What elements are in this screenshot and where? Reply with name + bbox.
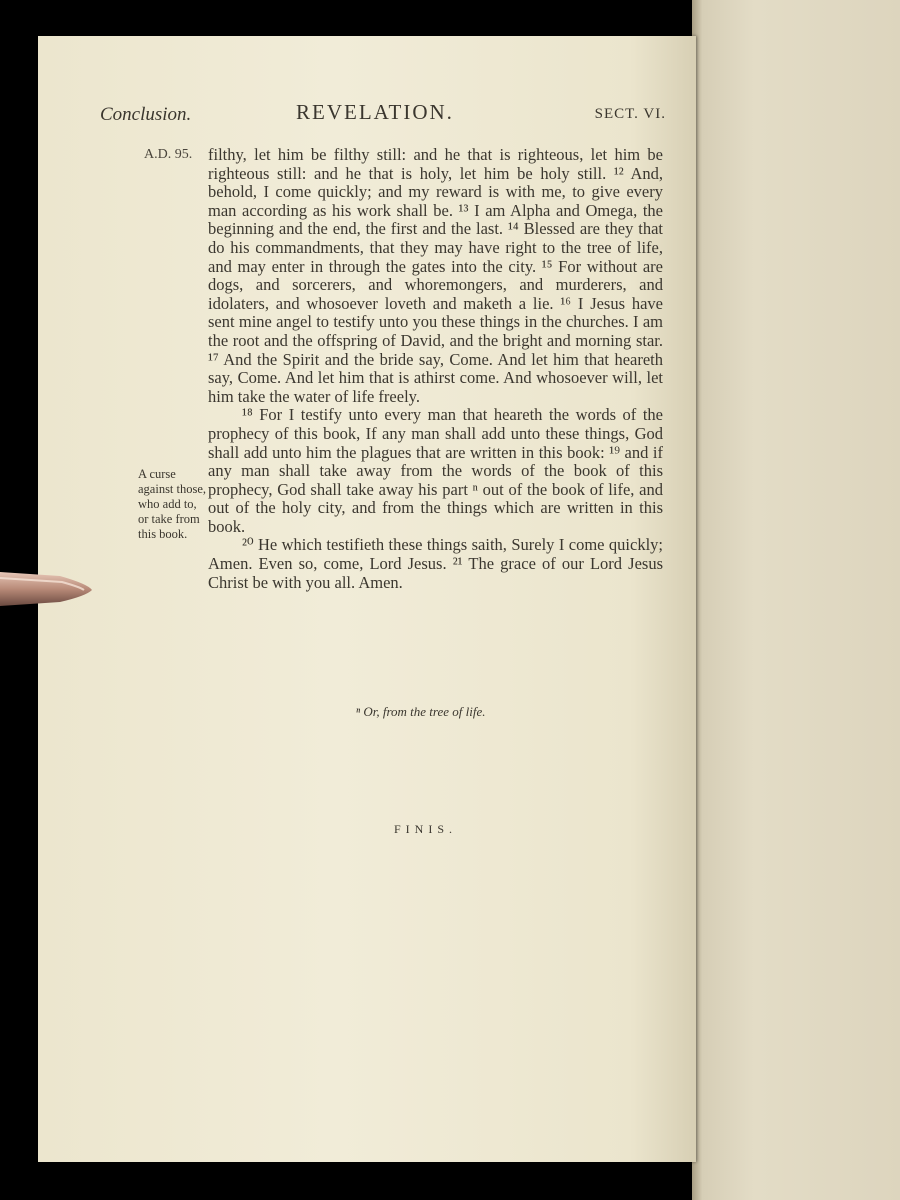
paragraph: filthy, let him be filthy still: and he that is righteous, let him be righteous still: and he that is holy, let him be holy still. ¹² And, behold, I come quickly; and my reward is with me, to give every man according as his work shall be. ¹³ I am Alpha and Omega, the beginning and the end, the first and the last. ¹⁴ Blessed are they that do his commandments, that they may have right to the tree of life, and may enter in through the gates into the city. ¹⁵ For without are dogs, and sorcerers, and whoremongers, and murderers, and idolaters, and whosoever loveth and maketh a lie. ¹⁶ I Jesus have sent mine angel to testify unto you these things in the churches. I am the root and the offspring of David, and the bright and morning star. ¹⁷ And the Spirit and the bride say, Come. And let him that heareth say, Come. And let him that is athirst come. And whosoever will, let him take the water of life freely. <box>208 145 663 406</box>
bookmark-pin-icon <box>0 566 92 610</box>
running-header <box>100 100 666 134</box>
header-book-title: REVELATION. <box>296 100 454 124</box>
margin-note: A curse against those, who add to, or take from this book. <box>138 467 207 541</box>
header-section-title: Conclusion. <box>100 104 192 125</box>
paragraph: ²⁰ He which testifieth these things saith, Surely I come quickly; Amen. Even so, come, Lord Jesus. ²¹ The grace of our Lord Jesus Christ be with you all. Amen. <box>208 535 663 592</box>
footnote: ⁿ Or, from the tree of life. <box>356 704 486 719</box>
body-text <box>208 146 663 592</box>
finis-mark: FINIS. <box>394 822 458 836</box>
facing-page <box>692 0 900 1200</box>
paragraph: ¹⁸ For I testify unto every man that heareth the words of the prophecy of this book, If any man shall add unto these things, God shall add unto him the plagues that are written in this book: ¹⁹ and if any man shall take away from the words of the book of this prophecy, God shall take away his part ⁿ out of the book of life, and out of the holy city, and from the things which are written in this book. <box>208 405 663 536</box>
margin-year: A.D. 95. <box>144 147 193 162</box>
header-section-number: SECT. VI. <box>594 106 666 122</box>
